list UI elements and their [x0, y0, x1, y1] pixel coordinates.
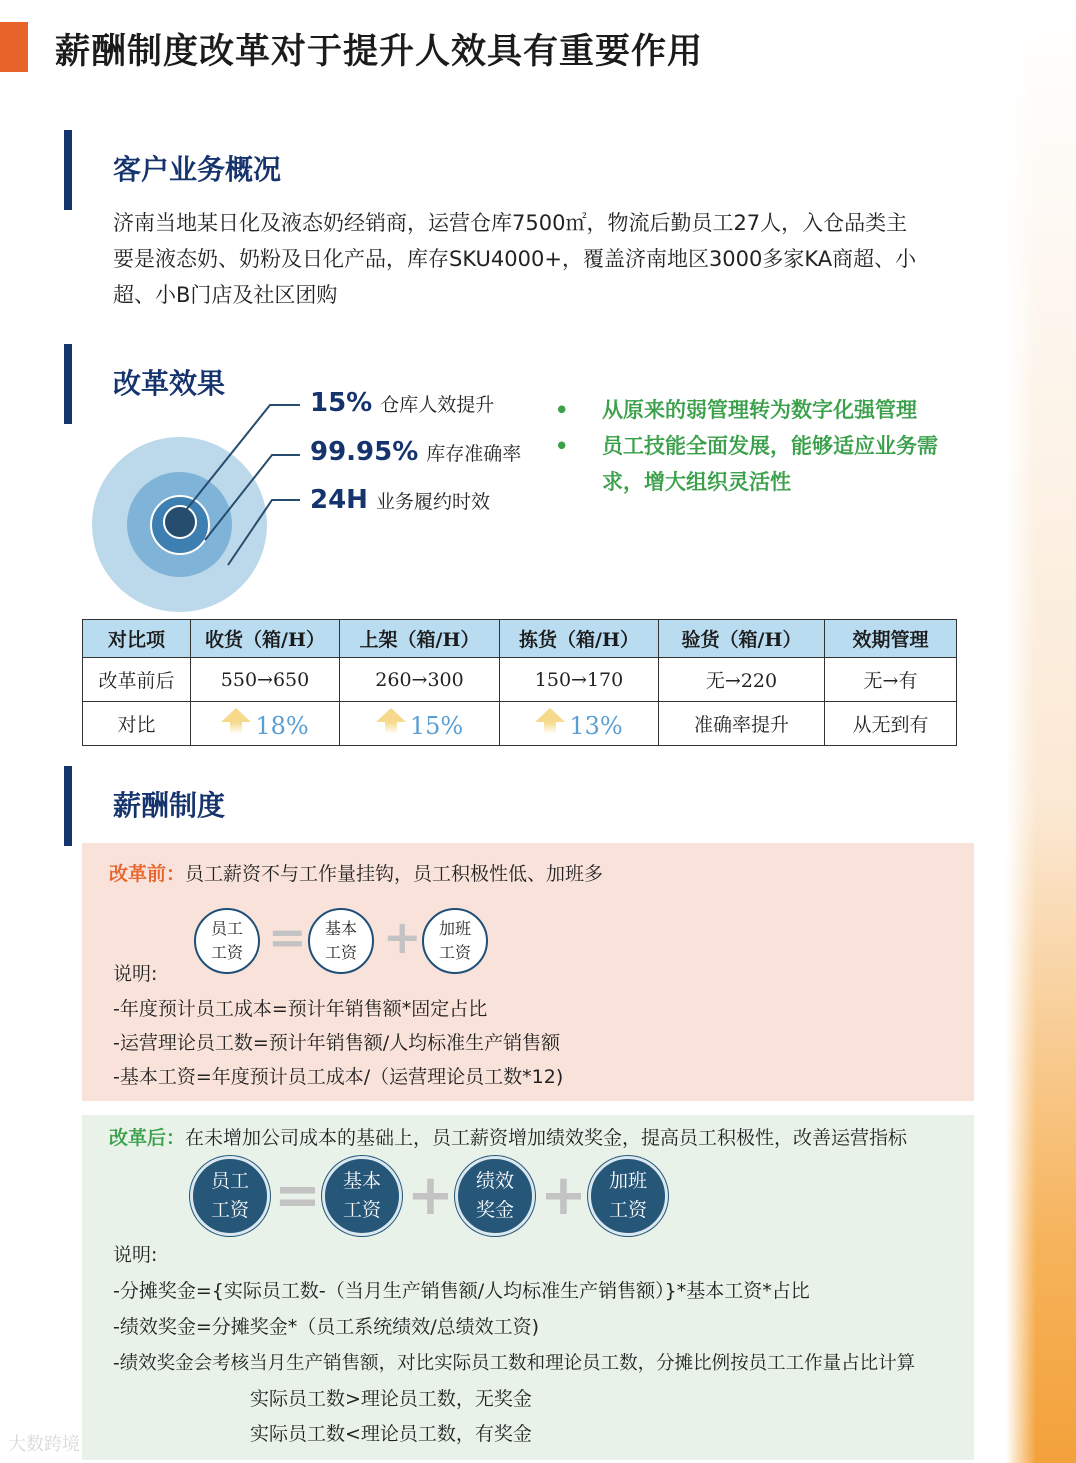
section-title-results: 改革效果: [113, 367, 226, 400]
plus-sign: +: [540, 1163, 587, 1228]
percent-increase: 18%: [255, 711, 309, 740]
after-reform-tag: 改革后：: [109, 1127, 186, 1149]
formula-text: 员工: [210, 919, 243, 938]
formula-performance-bonus: [455, 1156, 535, 1236]
title-accent-bar: [0, 22, 28, 72]
equals-sign: =: [268, 910, 307, 964]
after-note-label: 说明:: [113, 1244, 158, 1266]
table-header-cell: 对比项: [83, 620, 191, 658]
metric-label: 库存准确率: [426, 443, 522, 465]
before-note: -运营理论员工数=预计年销售额/人均标准生产销售额: [113, 1032, 561, 1054]
formula-overtime-pay: [588, 1156, 668, 1236]
metric-inventory-accuracy: [310, 437, 521, 467]
overview-line: 要是液态奶、奶粉及日化产品，库存SKU4000+，覆盖济南地区3000多家KA商超、小: [113, 247, 917, 271]
target-rings-graphic: [92, 437, 267, 612]
formula-overtime-pay: [422, 908, 488, 974]
formula-text: 员工: [210, 1170, 249, 1192]
equals-sign: =: [274, 1163, 321, 1228]
section-bar-salary: [64, 766, 72, 846]
formula-text: 工资: [438, 943, 471, 962]
table-cell: 准确率提升: [659, 702, 825, 746]
table-cell: 550→650: [191, 658, 340, 702]
formula-text: 工资: [210, 943, 243, 962]
section-title-overview: 客户业务概况: [113, 153, 282, 186]
table-cell: [340, 702, 500, 746]
table-header-cell: 上架（箱/H）: [340, 620, 500, 658]
before-note: -年度预计员工成本=预计年销售额*固定占比: [113, 998, 488, 1020]
section-bar-results: [64, 344, 72, 424]
metric-label: 仓库人效提升: [380, 394, 495, 416]
overview-line: 超、小B门店及社区团购: [113, 283, 338, 307]
metric-value: 24H: [310, 485, 368, 515]
formula-text: 工资: [608, 1199, 647, 1221]
plus-sign: +: [407, 1163, 454, 1228]
up-arrow-icon: [376, 708, 406, 722]
overview-line: 济南当地某日化及液态奶经销商，运营仓库7500㎡，物流后勤员工27人，入仓品类主: [113, 211, 908, 235]
bullet-dot: •: [555, 398, 569, 422]
results-bullets: [555, 392, 985, 500]
percent-increase: 15%: [409, 711, 464, 740]
core-ring: [163, 505, 197, 539]
table-cell: 对比: [83, 702, 191, 746]
table-header-cell: 收货（箱/H）: [191, 620, 340, 658]
after-reform-text: 在未增加公司成本的基础上，员工薪资增加绩效奖金，提高员工积极性，改善运营指标: [185, 1127, 908, 1149]
bullet-dot: •: [555, 434, 569, 458]
formula-text: 基本: [342, 1170, 381, 1192]
bullet-text: 员工技能全面发展，能够适应业务需: [602, 434, 938, 458]
table-header-cell: 验货（箱/H）: [659, 620, 825, 658]
table-cell: 260→300: [340, 658, 500, 702]
comparison-table: [82, 619, 957, 746]
section-title-salary: 薪酬制度: [113, 789, 226, 822]
metric-fulfillment-time: [310, 485, 490, 515]
table-header-row: [83, 620, 957, 658]
formula-base-salary: [322, 1156, 402, 1236]
before-reform-header: [109, 859, 603, 886]
bullet-text: 从原来的弱管理转为数字化强管理: [602, 398, 917, 422]
table-cell: 改革前后: [83, 658, 191, 702]
after-note: -绩效奖金=分摊奖金*（员工系统绩效/总绩效工资): [113, 1316, 540, 1338]
table-cell: 无→220: [659, 658, 825, 702]
before-reform-text: 员工薪资不与工作量挂钩，员工积极性低、加班多: [185, 863, 604, 885]
formula-text: 加班: [608, 1170, 647, 1192]
up-arrow-icon: [221, 708, 251, 722]
table-row: [83, 702, 957, 746]
after-note: -分摊奖金={实际员工数-（当月生产销售额/人均标准生产销售额）}*基本工资*占比: [113, 1280, 810, 1302]
formula-text: 工资: [210, 1199, 249, 1221]
formula-text: 奖金: [475, 1199, 514, 1221]
formula-text: 基本: [324, 919, 357, 938]
section-bar-overview: [64, 130, 72, 210]
after-sub-note: 实际员工数<理论员工数，有奖金: [250, 1423, 532, 1445]
before-note-label: 说明:: [113, 963, 158, 985]
right-decoration: [1006, 0, 1076, 1463]
formula-employee-salary: [194, 908, 260, 974]
table-cell: 从无到有: [825, 702, 957, 746]
plus-sign: +: [383, 910, 422, 964]
bullet-item: [555, 392, 985, 428]
table-cell: [500, 702, 659, 746]
metric-label: 业务履约时效: [375, 491, 490, 513]
before-reform-tag: 改革前：: [109, 863, 186, 885]
formula-base-salary: [308, 908, 374, 974]
after-reform-header: [109, 1123, 907, 1150]
table-header-cell: 拣货（箱/H）: [500, 620, 659, 658]
metric-warehouse-efficiency: [310, 388, 494, 418]
watermark: 大数跨境: [8, 1434, 80, 1455]
up-arrow-icon: [535, 708, 565, 722]
percent-increase: 13%: [569, 711, 623, 740]
formula-text: 工资: [324, 943, 357, 962]
table-cell: [191, 702, 340, 746]
after-sub-note: 实际员工数>理论员工数，无奖金: [250, 1388, 532, 1410]
page-title: 薪酬制度改革对于提升人效具有重要作用: [55, 32, 704, 72]
overview-paragraph: [113, 205, 983, 313]
table-cell: 150→170: [500, 658, 659, 702]
table-row: [83, 658, 957, 702]
formula-text: 绩效: [475, 1170, 514, 1192]
table-header-cell: 效期管理: [825, 620, 957, 658]
bullet-text: 求，增大组织灵活性: [602, 470, 791, 494]
metric-value: 99.95%: [310, 437, 419, 467]
formula-text: 工资: [342, 1199, 381, 1221]
before-note: -基本工资=年度预计员工成本/（运营理论员工数*12): [113, 1066, 564, 1088]
bullet-item: [555, 428, 985, 500]
formula-text: 加班: [438, 919, 471, 938]
after-note: -绩效奖金会考核当月生产销售额，对比实际员工数和理论员工数，分摊比例按员工工作量占比计算: [113, 1353, 916, 1374]
table-cell: 无→有: [825, 658, 957, 702]
metric-value: 15%: [310, 388, 373, 418]
formula-employee-salary: [190, 1156, 270, 1236]
